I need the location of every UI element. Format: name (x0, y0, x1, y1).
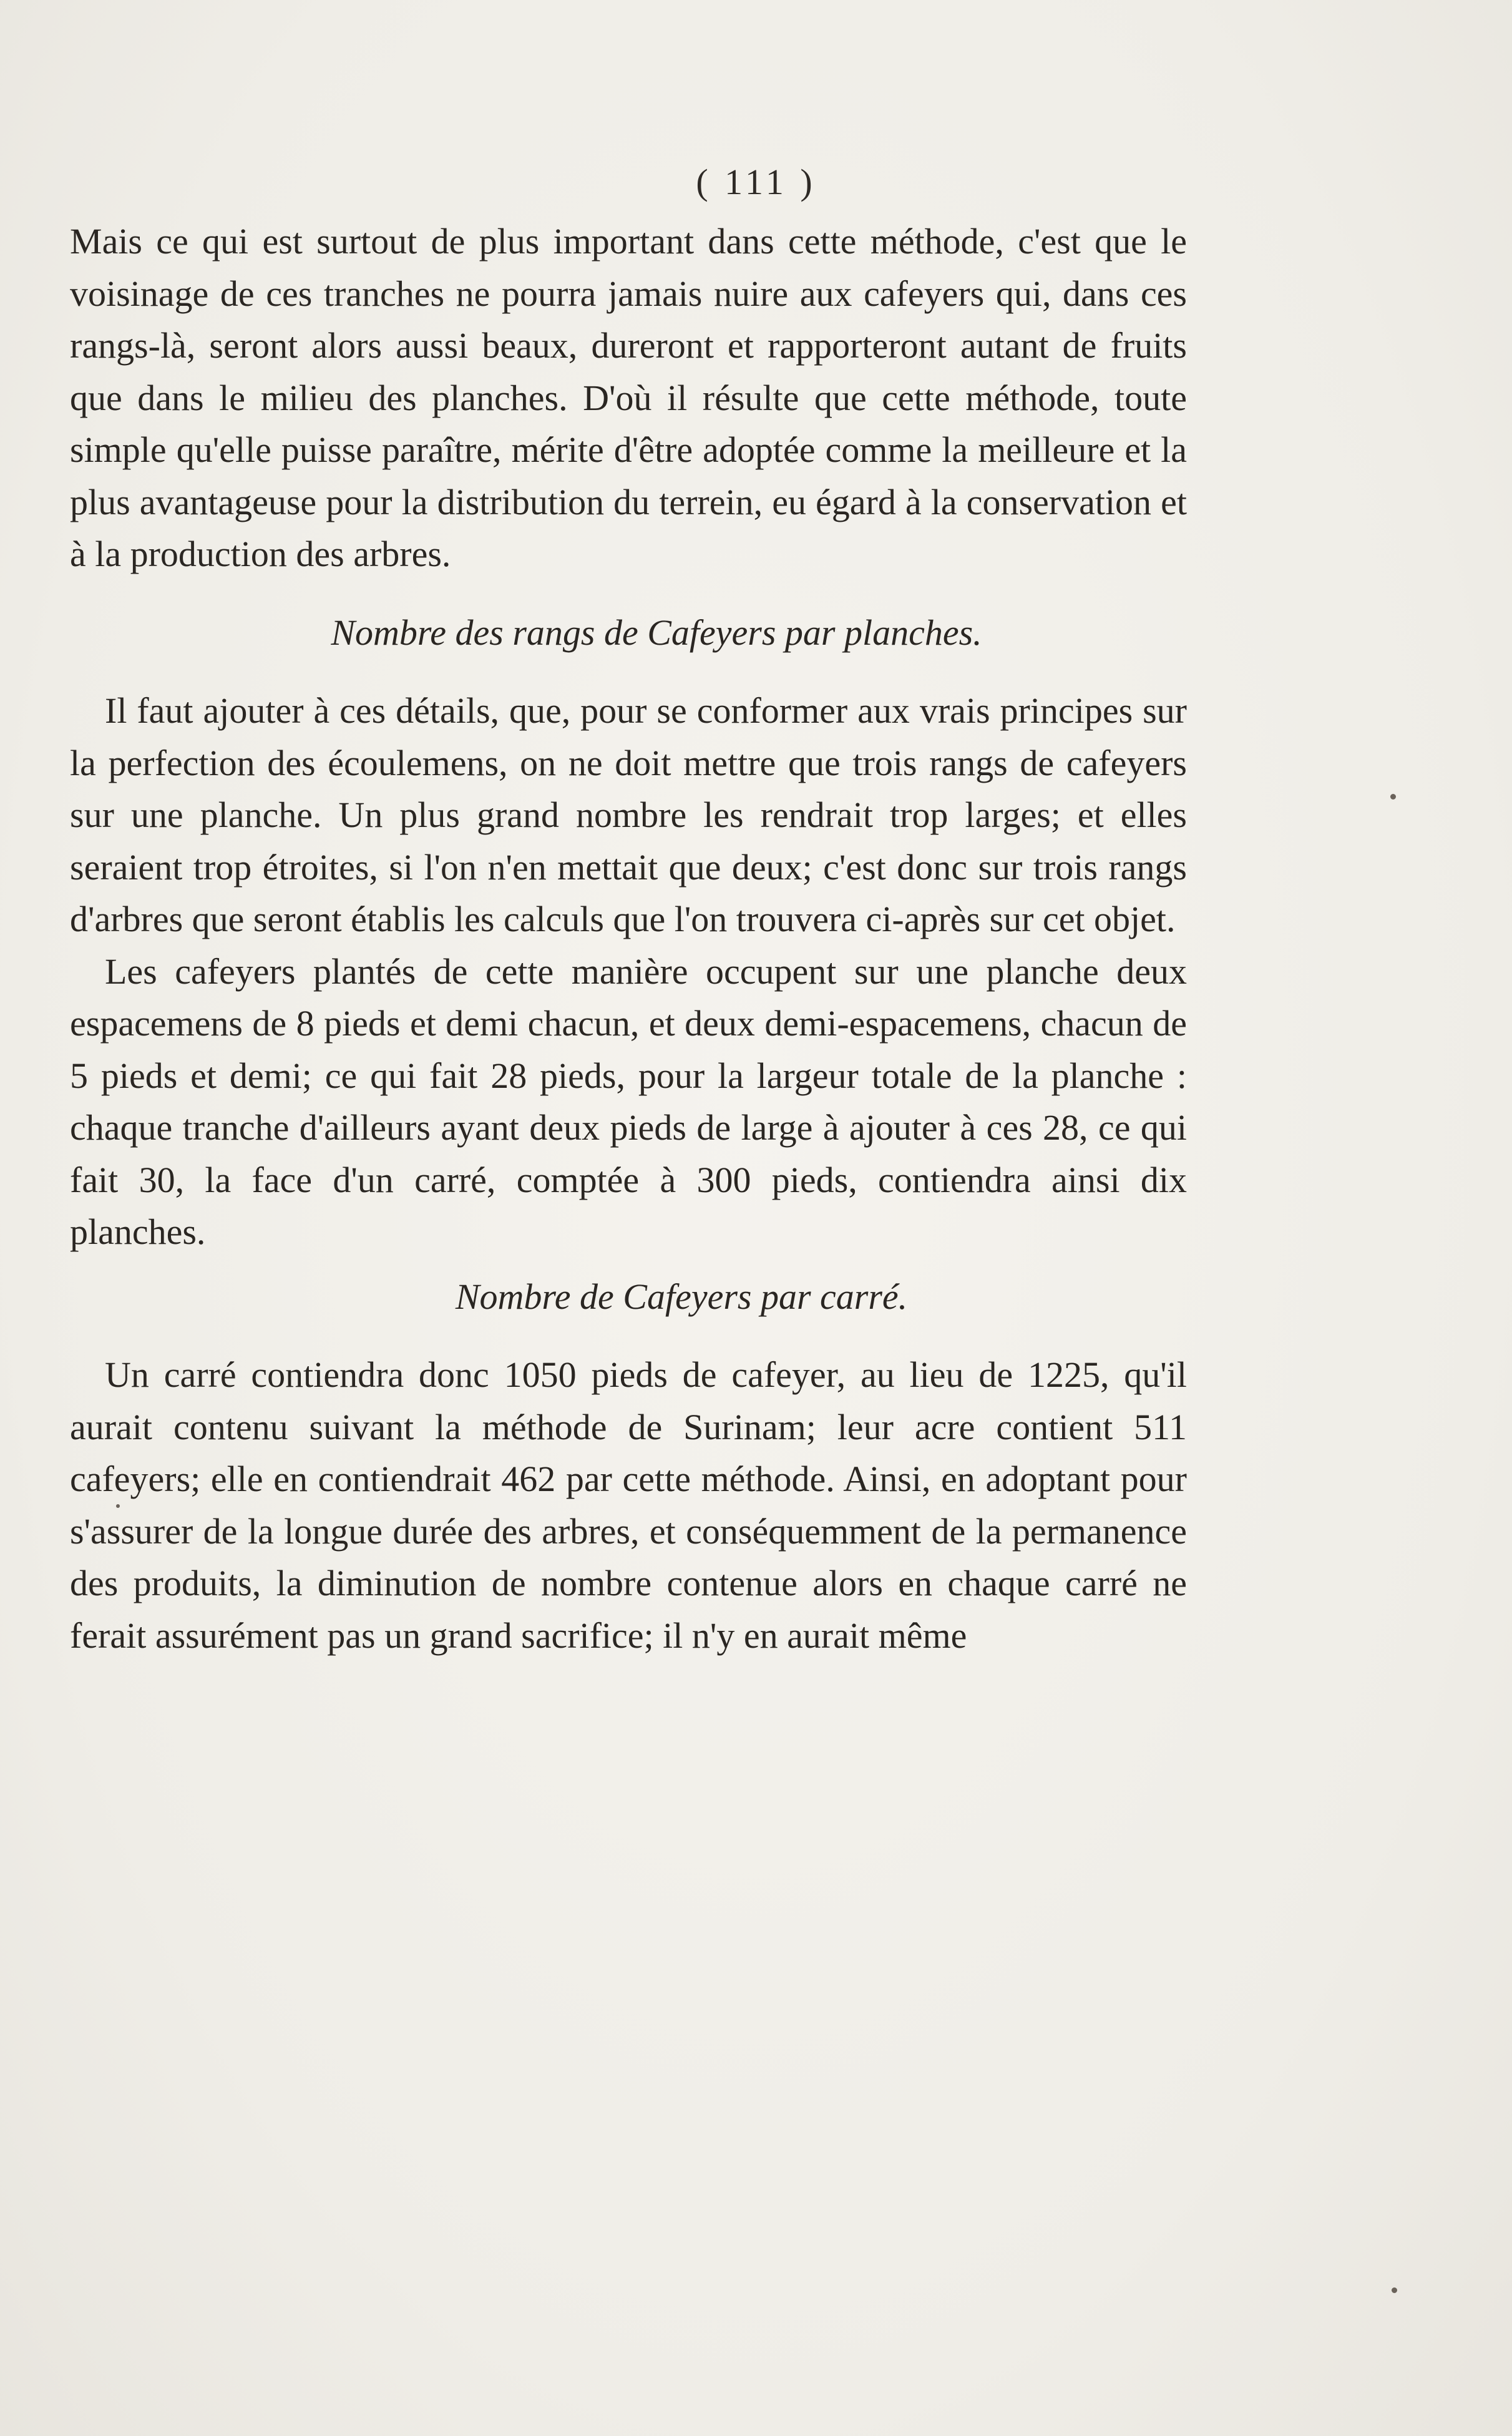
paragraph-4: Un carré contiendra donc 1050 pieds de cafeyer, au lieu de 1225, qu'il aurait contenu suivant la méthode de Surinam; leur acre contient 511 cafeyers; elle en contiendrait 462 par cette méthode. Ainsi, en adoptant pour s'assurer de la longue durée des arbres, et conséquemment de la permanence des produits, la diminution de nombre contenue alors en chaque carré ne ferait assurément pas un grand sacrifice; il n'y en aurait même (70, 1354, 1187, 1656)
section-heading-carre: Nombre de Cafeyers par carré. (455, 1276, 908, 1317)
section-heading-rangs: Nombre des rangs de Cafeyers par planches. (331, 612, 982, 653)
page-number: ( 111 ) (696, 162, 816, 202)
text-block (70, 215, 1187, 1661)
paragraph-2: Il faut ajouter à ces détails, que, pour se conformer aux vrais principes sur la perfection des écoulemens, on ne doit mettre que trois rangs de cafeyers sur une planche. Un plus grand nombre les rendrait trop larges; et elles seraient trop étroites, si l'on n'en mettait que deux; c'est donc sur trois rangs d'arbres que seront établis les calculs que l'on trouvera ci-après sur cet objet. (70, 690, 1187, 939)
paper-speck (116, 1504, 120, 1508)
paper-speck (1390, 794, 1396, 800)
paper-speck (1392, 2287, 1397, 2293)
paragraph-3: Les cafeyers plantés de cette manière occupent sur une planche deux espacemens de 8 pieds et demi chacun, et deux demi-espacemens, chacun de 5 pieds et demi; ce qui fait 28 pieds, pour la largeur totale de la planche : chaque tranche d'ailleurs ayant deux pieds de large à ajouter à ces 28, ce qui fait 30, la face d'un carré, comptée à 300 pieds, contiendra ainsi dix planches. (70, 951, 1187, 1252)
paragraph-1: Mais ce qui est surtout de plus important dans cette méthode, c'est que le voisinage de ces tranches ne pourra jamais nuire aux cafeyers qui, dans ces rangs-là, seront alors aussi beaux, dureront et rapporteront autant de fruits que dans le milieu des planches. D'où il résulte que cette méthode, toute simple qu'elle puisse paraître, mérite d'être adoptée comme la meilleure et la plus avantageuse pour la distribution du terrein, eu égard à la conservation et à la production des arbres. (70, 221, 1187, 574)
